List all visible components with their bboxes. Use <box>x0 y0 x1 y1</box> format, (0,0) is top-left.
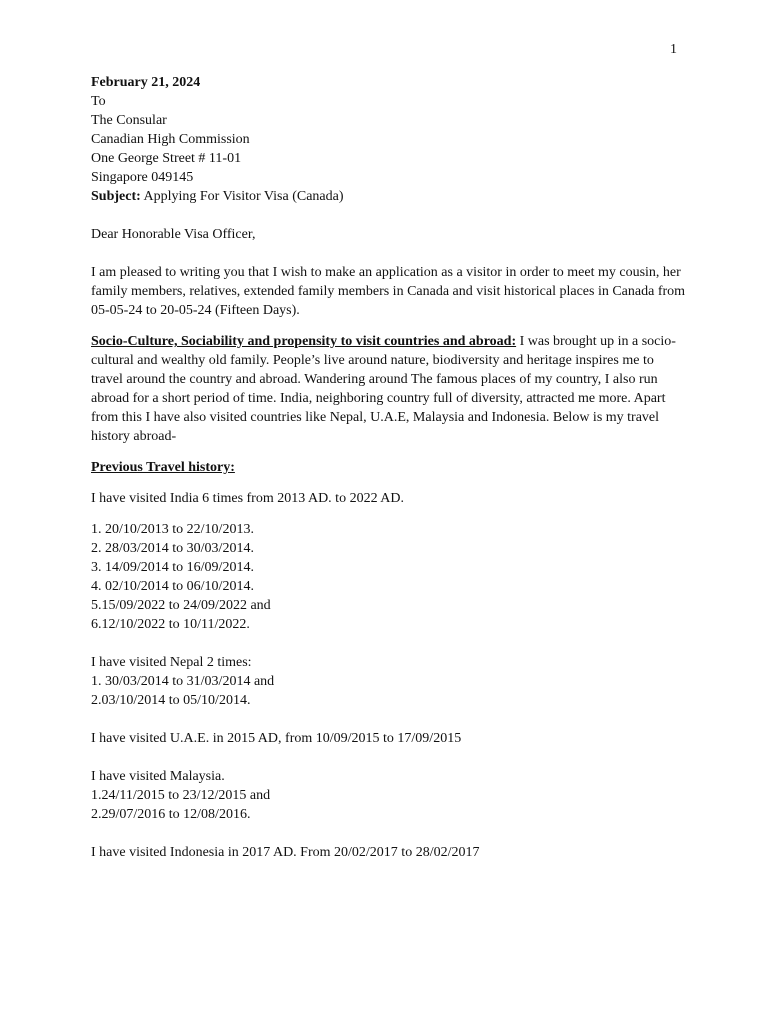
page-number: 1 <box>670 42 677 57</box>
intro-line: I am pleased to writing you that I wish to make an application as a visitor in order to meet my cousin, her <box>91 265 681 280</box>
socio-heading: Socio-Culture, Sociability and propensity to visit countries and abroad: <box>91 334 517 349</box>
socio-line: abroad for a short period of time. India, neighboring country full of diversity, attracted me more. Apart <box>91 391 666 406</box>
india-trip: 2. 28/03/2014 to 30/03/2014. <box>91 541 254 556</box>
nepal-intro: I have visited Nepal 2 times: <box>91 655 252 670</box>
letter-to: To <box>91 94 106 109</box>
travel-history-heading: Previous Travel history: <box>91 460 235 475</box>
intro-line: 05-05-24 to 20-05-24 (Fifteen Days). <box>91 303 300 318</box>
intro-line: family members, relatives, extended family members in Canada and visit historical places in Canada from <box>91 284 686 299</box>
india-intro: I have visited India 6 times from 2013 AD. to 2022 AD. <box>91 491 405 506</box>
malaysia-trip: 2.29/07/2016 to 12/08/2016. <box>91 807 251 822</box>
india-trip: 6.12/10/2022 to 10/11/2022. <box>91 617 250 632</box>
subject-label: Subject: <box>91 189 141 204</box>
recipient-line: The Consular <box>91 113 167 128</box>
nepal-trip: 1. 30/03/2014 to 31/03/2014 and <box>91 674 275 689</box>
socio-first-line-rest: I was brought up in a socio- <box>516 334 676 349</box>
recipient-line: One George Street # 11-01 <box>91 151 242 166</box>
india-trip: 1. 20/10/2013 to 22/10/2013. <box>91 522 254 537</box>
subject-line <box>91 187 691 206</box>
recipient-line: Canadian High Commission <box>91 132 250 147</box>
indonesia-line: I have visited Indonesia in 2017 AD. From 20/02/2017 to 28/02/2017 <box>91 845 480 860</box>
socio-line: cultural and wealthy old family. People’s live around nature, biodiversity and heritage inspires me to <box>91 353 654 368</box>
salutation: Dear Honorable Visa Officer, <box>91 227 256 242</box>
letter-date: February 21, 2024 <box>91 75 201 90</box>
subject-text: Applying For Visitor Visa (Canada) <box>140 189 344 204</box>
recipient-line: Singapore 049145 <box>91 170 194 185</box>
india-trip: 3. 14/09/2014 to 16/09/2014. <box>91 560 254 575</box>
socio-line: history abroad- <box>91 429 177 444</box>
malaysia-trip: 1.24/11/2015 to 23/12/2015 and <box>91 788 271 803</box>
uae-line: I have visited U.A.E. in 2015 AD, from 10/09/2015 to 17/09/2015 <box>91 731 462 746</box>
nepal-trip: 2.03/10/2014 to 05/10/2014. <box>91 693 251 708</box>
malaysia-intro: I have visited Malaysia. <box>91 769 225 784</box>
india-trip: 4. 02/10/2014 to 06/10/2014. <box>91 579 254 594</box>
socio-first-line <box>91 332 691 351</box>
socio-line: travel around the country and abroad. Wandering around The famous places of my country, I also run <box>91 372 658 387</box>
letter-body <box>91 73 691 862</box>
socio-line: from this I have also visited countries like Nepal, U.A.E, Malaysia and Indonesia. Below is my travel <box>91 410 660 425</box>
india-trip: 5.15/09/2022 to 24/09/2022 and <box>91 598 271 613</box>
